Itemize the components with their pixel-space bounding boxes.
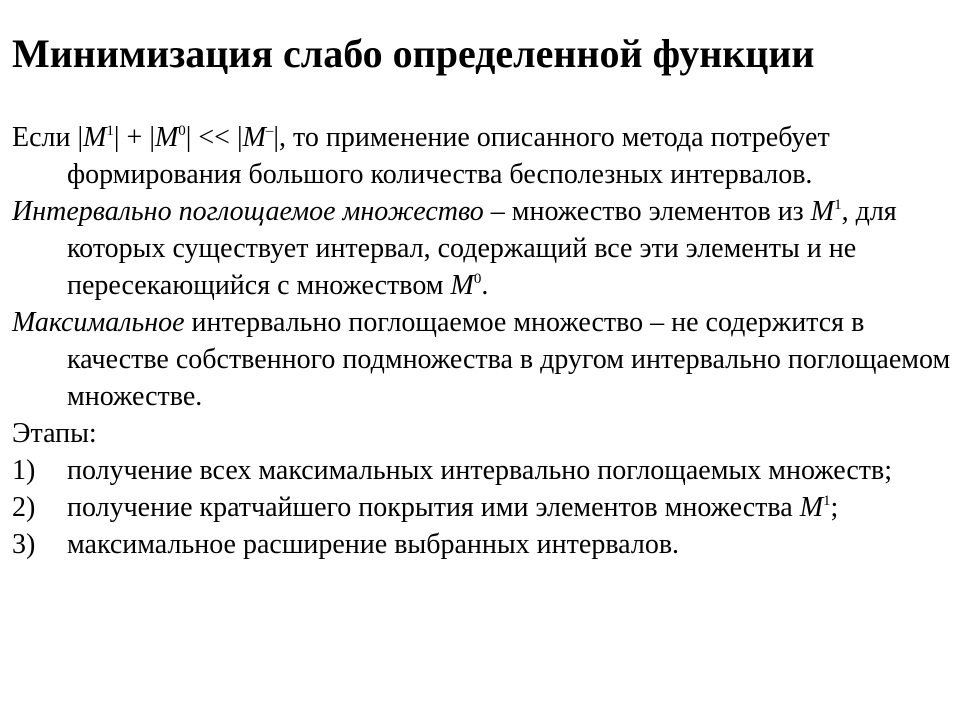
stages-list [12,452,952,563]
slide-title: Минимизация слабо определенной функции [12,31,815,76]
text: | + | [113,122,155,153]
set-symbol: M [83,122,107,153]
superscript: 0 [178,123,186,139]
set-symbol: M [810,196,835,227]
superscript: 1 [106,123,114,139]
list-item-text: получение всех максимальных интервально поглощаемых множеств; [67,455,893,486]
text: интервально поглощаемое множество – не содержится в качестве собственного подмножества в другом интервально поглощаемом множестве. [67,307,951,412]
set-symbol: M [450,270,474,301]
text: Если | [12,122,84,153]
paragraph-redundant-intervals [12,119,952,193]
list-item [12,526,952,563]
superscript: 1 [823,493,831,509]
list-item-number: 1) [12,455,36,486]
text: – множество элементов из [483,196,811,227]
list-item-text: максимальное расширение выбранных интервалов. [67,529,680,560]
paragraph-definition-maximal-set [12,304,952,415]
list-item-number: 3) [12,529,36,560]
superscript: – [265,123,274,139]
set-symbol: M [242,122,266,153]
superscript: 1 [834,197,842,213]
definition-term: Интервально поглощаемое множество [12,196,484,227]
list-item [12,489,952,526]
paragraph-definition-absorbed-set [12,193,952,304]
stages-label: Этапы: [12,418,97,449]
superscript: 0 [473,271,482,287]
list-item-number: 2) [12,492,36,523]
text: ; [830,492,839,523]
text: , для которых существует интервал, содержащий все эти элементы и не пересекающийся с множеством [67,196,897,301]
list-item-text: получение кратчайшего покрытия ими элементов множества [67,492,800,523]
definition-term: Максимальное [12,307,185,338]
text: | << | [185,122,243,153]
text: . [481,270,489,301]
text: |, то применение описанного метода потребует формирования большого количества бесполезных интервалов. [67,122,830,190]
list-item [12,452,952,489]
set-symbol: M [154,122,179,153]
slide-body [12,119,952,563]
set-symbol: M [799,492,824,523]
